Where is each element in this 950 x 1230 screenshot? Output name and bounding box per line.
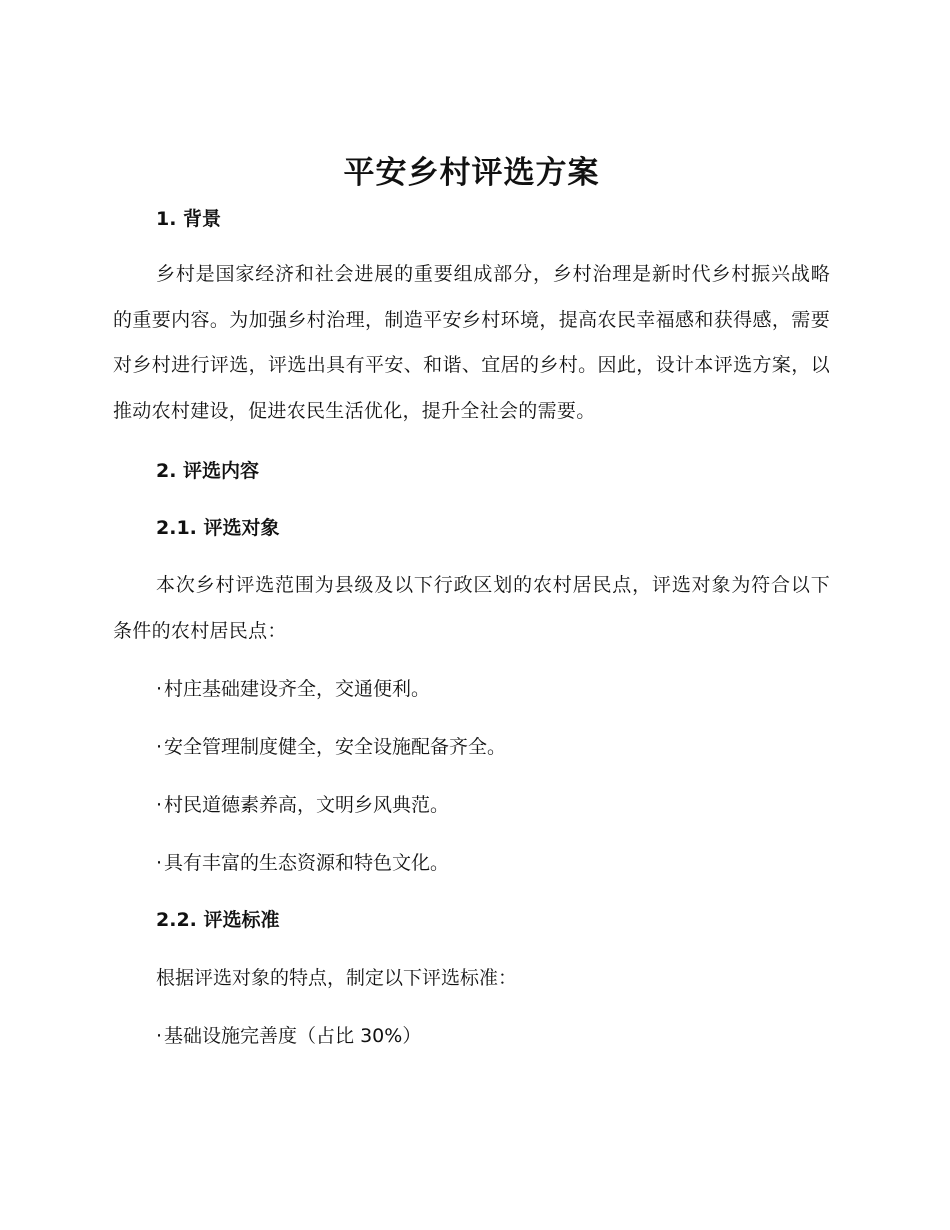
subsection-heading-criteria: 2.2. 评选标准 bbox=[156, 909, 280, 931]
bullet-marker: · bbox=[156, 736, 163, 758]
list-item bbox=[113, 790, 830, 820]
bullet-marker: · bbox=[156, 1025, 163, 1047]
document-title: 平安乡村评选方案 bbox=[343, 155, 600, 191]
list-item bbox=[113, 732, 830, 762]
criteria-intro-paragraph: 根据评选对象的特点，制定以下评选标准： bbox=[156, 967, 518, 989]
list-item bbox=[113, 674, 830, 704]
section-heading-content: 2. 评选内容 bbox=[156, 460, 260, 482]
list-item-text: 村民道德素养高，文明乡风典范。 bbox=[164, 794, 450, 816]
list-item bbox=[113, 1021, 830, 1051]
bullet-marker: · bbox=[156, 794, 163, 816]
list-item-text: 基础设施完善度（占比 30%） bbox=[164, 1025, 422, 1047]
subsection-heading-targets: 2.1. 评选对象 bbox=[156, 517, 280, 539]
bullet-marker: · bbox=[156, 852, 163, 874]
list-item bbox=[113, 848, 830, 878]
document-page bbox=[113, 150, 830, 1051]
list-item-text: 安全管理制度健全，安全设施配备齐全。 bbox=[164, 736, 507, 758]
targets-paragraph: 本次乡村评选范围为县级及以下行政区划的农村居民点，评选对象为符合以下条件的农村居民点： bbox=[113, 574, 830, 642]
list-item-text: 村庄基础建设齐全，交通便利。 bbox=[164, 678, 431, 700]
list-item-text: 具有丰富的生态资源和特色文化。 bbox=[164, 852, 450, 874]
bullet-marker: · bbox=[156, 678, 163, 700]
section-heading-background: 1. 背景 bbox=[156, 208, 222, 230]
background-paragraph: 乡村是国家经济和社会进展的重要组成部分，乡村治理是新时代乡村振兴战略的重要内容。为加强乡村治理，制造平安乡村环境，提高农民幸福感和获得感，需要对乡村进行评选，评选出具有平安、和谐、宜居的乡村。因此，设计本评选方案，以推动农村建设，促进农民生活优化，提升全社会的需要。 bbox=[113, 263, 830, 422]
